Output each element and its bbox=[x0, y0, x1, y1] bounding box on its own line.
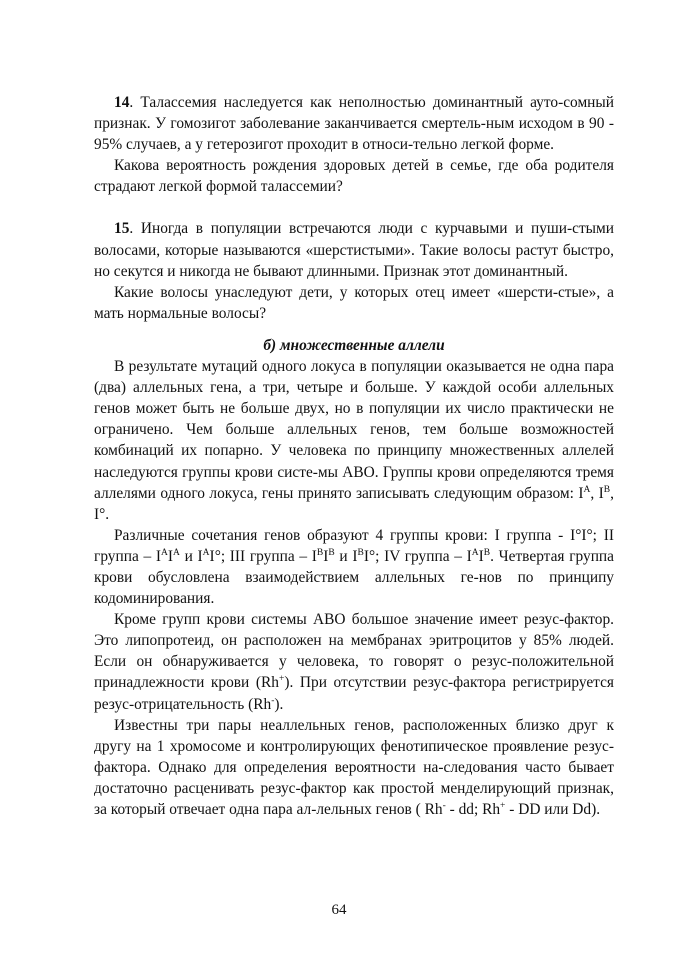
problem-15-question: Какие волосы унаследуют дети, у которых отец имеет «шерсти-стые», а мать нормальные волосы? bbox=[94, 283, 614, 322]
problem-15-number: 15 bbox=[114, 220, 130, 238]
problem-14-number: 14 bbox=[114, 94, 130, 111]
problem-14-question: Какова вероятность рождения здоровых детей в семье, где оба родителя страдают легкой формой талассемии? bbox=[94, 157, 614, 196]
page-number: 64 bbox=[331, 902, 347, 918]
problem-15-text: 15. Иногда в популяции встречаются люди с курчавыми и пуши-стыми волосами, которые называются «шерстистыми». Такие волосы растут быстро, но секутся и никогда не бывают длинными. Признак этот доминантный. bbox=[94, 220, 614, 280]
paragraph-rh-factor: Кроме групп крови системы АВО большое значение имеет резус-фактор. Это липопротеид, он расположен на мембранах эритроцитов у 85% людей. Если он обнаруживается у человека, то говорят о резус-положительной принадлежности крови (Rh+). При отсутствии резус-фактора регистрируется резус-отрицательность (Rh-). bbox=[94, 611, 614, 713]
problem-14-text: 14. Талассемия наследуется как неполностью доминантный ауто-сомный признак. У гомозигот заболевание заканчивается смертель-ным исходом в 90 - 95% случаев, а у гетерозигот проходит в относи-тельно легкой форме. bbox=[94, 94, 614, 154]
paragraph-multiple-alleles: В результате мутаций одного локуса в популяции оказывается не одна пара (два) аллельных гена, а три, четыре и больше. У каждой особи аллельных генов может быть не больше двух, но в популяции их число практически не ограничено. Чем больше аллельных генов, тем больше возможностей комбинаций их попарно. У человека по принципу множественных аллелей наследуются группы крови систе-мы АВО. Группы крови определяются тремя аллелями одного локуса, гены принято записывать следующим образом: $I^A$, $I^B$, I°. bbox=[94, 358, 614, 523]
document-page bbox=[94, 92, 614, 820]
spacer bbox=[94, 324, 614, 335]
spacer bbox=[94, 197, 614, 218]
paragraph-rh-genes: Известны три пары неаллельных генов, расположенных близко друг к другу на 1 хромосоме и контролирующих фенотипическое проявление резус-фактора. Однако для определения вероятности на-следования часто бывает достаточно расценивать резус-фактор как простой менделирующий признак, за который отвечает одна пара ал-лельных генов ( Rh- - dd; Rh+ - DD или Dd). bbox=[94, 716, 614, 818]
paragraph-blood-groups: Различные сочетания генов образуют 4 группы крови: I группа - I°I°; II группа – $I^AI^A$ и $I^AI^\circ$; III группа – $I^BI^B$ и $I^BI^\circ$; IV группа – $I^AI^B$. Четвертая группа крови обусловлена взаимодействием аллельных ге-нов по принципу кодоминирования. bbox=[94, 526, 615, 608]
section-heading: б) множественные аллели bbox=[263, 336, 445, 354]
